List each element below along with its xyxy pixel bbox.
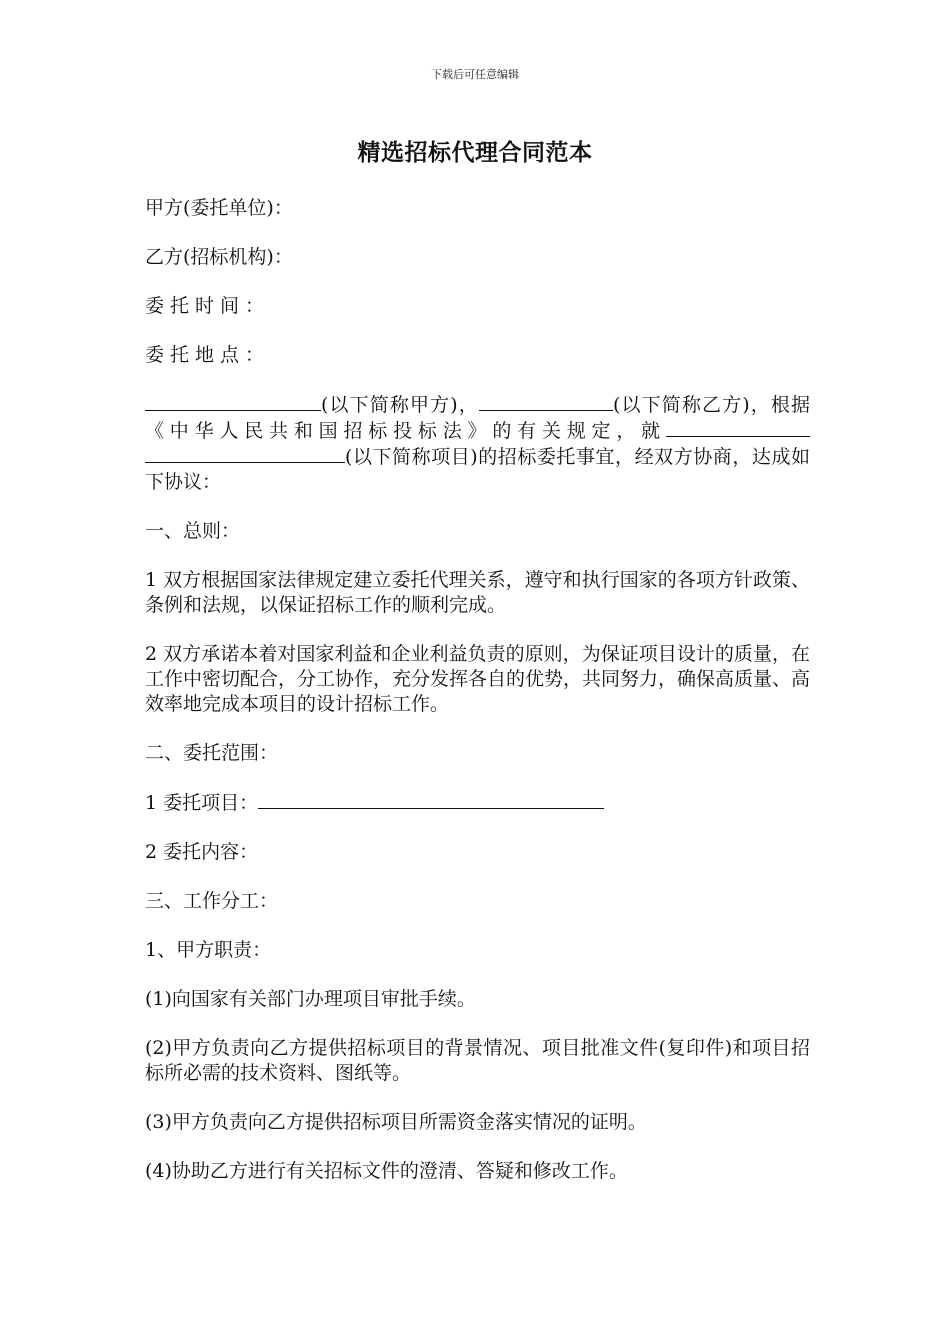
party-b-line: 乙方(招标机构)： bbox=[145, 246, 293, 268]
party-a-line: 甲方(委托单位)： bbox=[145, 197, 293, 219]
duty-item-3: (3)甲方负责向乙方提供招标项目所需资金落实情况的证明。 bbox=[145, 1111, 647, 1133]
duty-item-1: (1)向国家有关部门办理项目审批手续。 bbox=[145, 988, 476, 1010]
intro-part2: (以下简称乙方)，根据《中华人民共和国招标投标法》的有关规定，就 bbox=[145, 394, 810, 442]
intro-part3: (以下简称项目)的招标委托事宜，经双方协商，达成如下协议： bbox=[145, 446, 810, 493]
section2-heading: 二、委托范围： bbox=[145, 742, 279, 764]
section3-sub1: 1、甲方职责： bbox=[145, 939, 272, 961]
intro-part1: (以下简称甲方)， bbox=[321, 394, 479, 416]
section2-item1-line bbox=[145, 790, 810, 816]
party-a-blank bbox=[145, 392, 321, 411]
project-blank-1 bbox=[666, 418, 810, 437]
section2-item1: 1 委托项目： bbox=[145, 792, 259, 814]
section2-item2: 2 委托内容： bbox=[145, 841, 259, 863]
commission-time-line: 委托时间： bbox=[145, 295, 271, 317]
party-b-blank bbox=[479, 392, 613, 411]
project-blank-2 bbox=[145, 444, 345, 463]
duty-item-4: (4)协助乙方进行有关招标文件的澄清、答疑和修改工作。 bbox=[145, 1160, 628, 1182]
section1-item2: 2 双方承诺本着对国家利益和企业利益负责的原则，为保证项目设计的质量，在工作中密切配合，分工协作，充分发挥各自的优势，共同努力，确保高质量、高效率地完成本项目的设计招标工作。 bbox=[145, 643, 811, 715]
intro-paragraph bbox=[145, 392, 810, 495]
duty-item-2: (2)甲方负责向乙方提供招标项目的背景情况、项目批准文件(复印件)和项目招标所必需的技术资料、图纸等。 bbox=[145, 1037, 810, 1084]
commission-project-blank bbox=[258, 790, 604, 809]
document-body bbox=[145, 196, 810, 1208]
section3-heading: 三、工作分工： bbox=[145, 890, 279, 912]
section1-item1: 1 双方根据国家法律规定建立委托代理关系，遵守和执行国家的各项方针政策、条例和法规，以保证招标工作的顺利完成。 bbox=[145, 569, 810, 616]
commission-place-line: 委托地点： bbox=[145, 344, 271, 366]
section1-heading: 一、总则： bbox=[145, 520, 241, 542]
document-title: 精选招标代理合同范本 bbox=[357, 139, 593, 166]
page-header-note: 下载后可任意编辑 bbox=[431, 68, 519, 81]
